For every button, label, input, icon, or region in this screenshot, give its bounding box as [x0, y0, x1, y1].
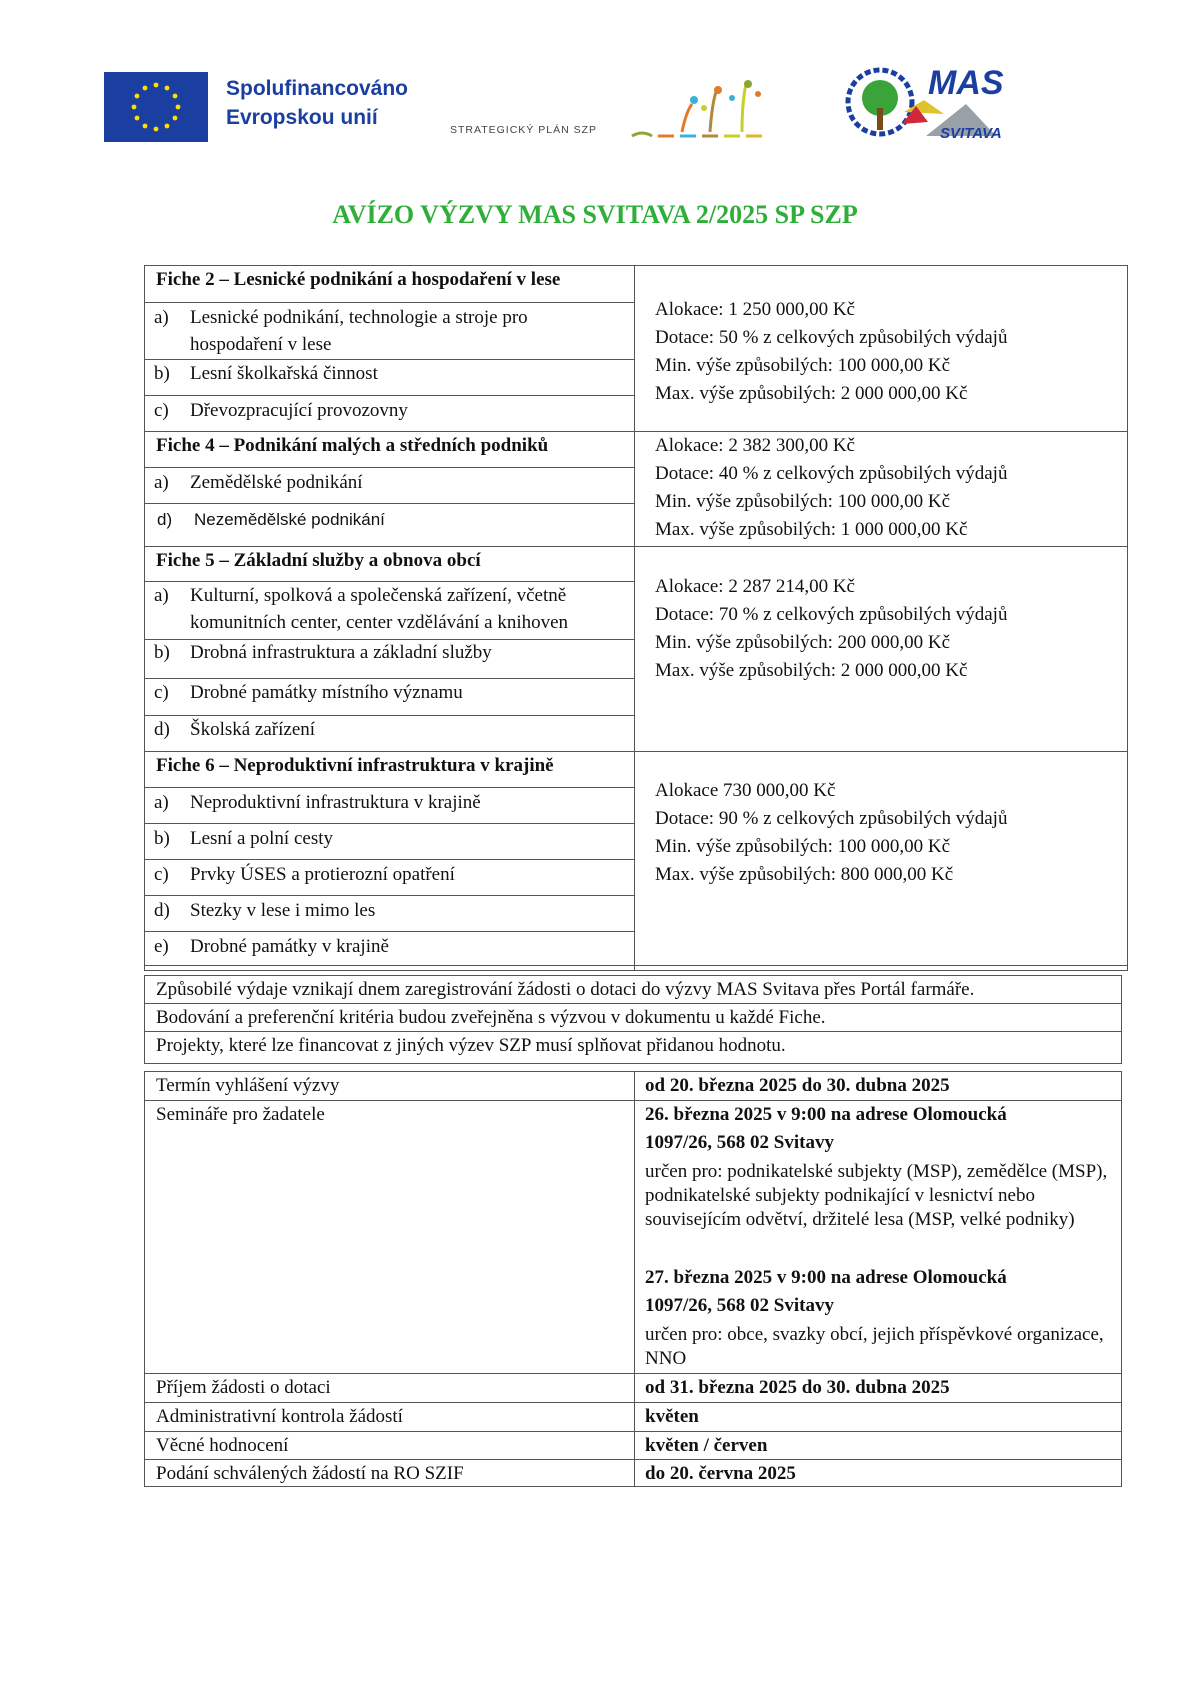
item-text: Drobná infrastruktura a základní služby: [190, 642, 492, 663]
item-marker: b): [154, 363, 170, 384]
fiche-dotace: Dotace: 40 % z celkových způsobilých výdajů: [655, 463, 1008, 484]
header-logos: [104, 62, 1024, 152]
item-text: Lesní školkařská činnost: [190, 363, 378, 384]
item-marker: b): [154, 828, 170, 849]
item-text: Dřevozpracující provozovny: [190, 400, 408, 421]
mas-place: SVITAVA: [940, 125, 1002, 142]
fiche-min: Min. výše způsobilých: 200 000,00 Kč: [655, 632, 951, 653]
divider: [144, 965, 1128, 966]
schedule-label: Administrativní kontrola žádostí: [156, 1406, 403, 1427]
fiche-alokace: Alokace: 1 250 000,00 Kč: [655, 299, 855, 320]
item-marker: b): [154, 642, 170, 663]
divider: [144, 546, 1128, 547]
item-marker: a): [154, 307, 169, 328]
szp-plants-logo: [622, 72, 772, 144]
schedule-label: Příjem žádosti o dotaci: [156, 1377, 331, 1398]
item-marker: c): [154, 864, 169, 885]
fiche-max: Max. výše způsobilých: 800 000,00 Kč: [655, 864, 954, 885]
seminar-1-desc: určen pro: podnikatelské subjekty (MSP), zemědělce (MSP), podnikatelské subjekty podnikající v lesnictví nebo souvisejícím odvětví, držitelé lesa (MSP, velké podniky): [645, 1161, 1108, 1230]
divider: [144, 1100, 1122, 1101]
eu-flag-logo: [104, 72, 208, 142]
fiche-min: Min. výše způsobilých: 100 000,00 Kč: [655, 491, 951, 512]
eu-cofinanced-text: [226, 74, 408, 132]
divider: [144, 895, 634, 896]
divider: [144, 1402, 1122, 1403]
fiche-heading: Fiche 6 – Neproduktivní infrastruktura v krajině: [156, 755, 554, 776]
fiche-alokace: Alokace 730 000,00 Kč: [655, 780, 836, 801]
item-text: Stezky v lese i mimo les: [190, 900, 376, 921]
eu-line-1: Spolufinancováno: [226, 77, 409, 100]
item-text: Školská zařízení: [190, 719, 316, 740]
fiche-dotace: Dotace: 90 % z celkových způsobilých výdajů: [655, 808, 1008, 829]
schedule-value: do 20. června 2025: [645, 1463, 796, 1484]
item-text: hospodaření v lese: [190, 334, 332, 355]
divider: [144, 1031, 1122, 1032]
item-text: Neproduktivní infrastruktura v krajině: [190, 792, 481, 813]
fiches-column-divider: [634, 265, 635, 971]
divider: [144, 503, 634, 504]
fiche-dotace: Dotace: 70 % z celkových způsobilých výdajů: [655, 604, 1008, 625]
schedule-label: Semináře pro žadatele: [156, 1104, 325, 1125]
divider: [144, 715, 634, 716]
item-text: Zemědělské podnikání: [190, 472, 363, 493]
eu-line-2: Evropskou unií: [226, 106, 378, 129]
fiche-heading: Fiche 5 – Základní služby a obnova obcí: [156, 550, 481, 571]
fiche-max: Max. výše způsobilých: 2 000 000,00 Kč: [655, 660, 968, 681]
item-marker: a): [154, 792, 169, 813]
schedule-value: květen: [645, 1406, 699, 1427]
szp-label: STRATEGICKÝ PLÁN SZP: [450, 124, 597, 136]
divider: [144, 787, 634, 788]
item-marker: c): [154, 682, 169, 703]
fiche-dotace: Dotace: 50 % z celkových způsobilých výdajů: [655, 327, 1008, 348]
seminar-2-desc: určen pro: obce, svazky obcí, jejich příspěvkové organizace, NNO: [645, 1324, 1104, 1369]
divider: [144, 359, 634, 360]
item-text: Kulturní, spolková a společenská zařízení, včetně: [190, 585, 567, 606]
schedule-column-divider: [634, 1071, 635, 1487]
divider: [144, 823, 634, 824]
seminar-2-line-2: 1097/26, 568 02 Svitavy: [645, 1295, 834, 1316]
fiche-max: Max. výše způsobilých: 1 000 000,00 Kč: [655, 519, 968, 540]
seminar-2-line-1: 27. března 2025 v 9:00 na adrese Olomoucká: [645, 1267, 1007, 1288]
schedule-value: květen / červen: [645, 1435, 768, 1456]
item-marker: d): [154, 719, 170, 740]
divider: [144, 467, 634, 468]
item-text: komunitních center, center vzdělávání a knihoven: [190, 612, 569, 633]
fiche-heading: Fiche 4 – Podnikání malých a středních podniků: [156, 435, 549, 456]
item-text: Lesní a polní cesty: [190, 828, 333, 849]
schedule-value: od 31. března 2025 do 30. dubna 2025: [645, 1377, 950, 1398]
divider: [144, 859, 634, 860]
fiche-min: Min. výše způsobilých: 100 000,00 Kč: [655, 836, 951, 857]
divider: [144, 751, 1128, 752]
item-text: Lesnické podnikání, technologie a stroje pro: [190, 307, 528, 328]
schedule-label: Termín vyhlášení výzvy: [156, 1075, 340, 1096]
divider: [144, 1459, 1122, 1460]
item-text: Drobné památky v krajině: [190, 936, 389, 957]
item-marker: c): [154, 400, 169, 421]
divider: [144, 1431, 1122, 1432]
schedule-label: Věcné hodnocení: [156, 1435, 289, 1456]
divider: [144, 395, 634, 396]
divider: [144, 431, 1128, 432]
divider: [144, 1373, 1122, 1374]
note-text: Způsobilé výdaje vznikají dnem zaregistrování žádosti o dotaci do výzvy MAS Svitava přes Portál farmáře.: [156, 979, 975, 1000]
item-marker: e): [154, 936, 169, 957]
item-marker: a): [154, 472, 169, 493]
divider: [144, 581, 634, 582]
item-text: Drobné památky místního významu: [190, 682, 463, 703]
divider: [144, 302, 634, 303]
seminar-1-line-1: 26. března 2025 v 9:00 na adrese Olomoucká: [645, 1104, 1007, 1125]
item-marker: d): [154, 900, 170, 921]
item-marker: d): [157, 510, 173, 529]
note-text: Projekty, které lze financovat z jiných výzev SZP musí splňovat přidanou hodnotu.: [156, 1035, 786, 1056]
divider: [144, 931, 634, 932]
item-text: Nezemědělské podnikání: [194, 510, 385, 529]
mas-svitava-logo: [844, 62, 1014, 144]
divider: [144, 678, 634, 679]
fiche-heading: Fiche 2 – Lesnické podnikání a hospodaření v lese: [156, 269, 561, 290]
item-text: Prvky ÚSES a protierozní opatření: [190, 864, 455, 885]
schedule-value: od 20. března 2025 do 30. dubna 2025: [645, 1075, 950, 1096]
page-title: AVÍZO VÝZVY MAS SVITAVA 2/2025 SP SZP: [332, 200, 858, 229]
item-marker: a): [154, 585, 169, 606]
seminar-1-line-2: 1097/26, 568 02 Svitavy: [645, 1132, 834, 1153]
divider: [144, 1003, 1122, 1004]
note-text: Bodování a preferenční kritéria budou zveřejněna s výzvou v dokumentu u každé Fiche.: [156, 1007, 826, 1028]
schedule-label: Podání schválených žádostí na RO SZIF: [156, 1463, 464, 1484]
fiche-alokace: Alokace: 2 382 300,00 Kč: [655, 435, 855, 456]
mas-name: MAS: [928, 64, 1004, 102]
fiche-max: Max. výše způsobilých: 2 000 000,00 Kč: [655, 383, 968, 404]
fiche-alokace: Alokace: 2 287 214,00 Kč: [655, 576, 855, 597]
fiche-min: Min. výše způsobilých: 100 000,00 Kč: [655, 355, 951, 376]
